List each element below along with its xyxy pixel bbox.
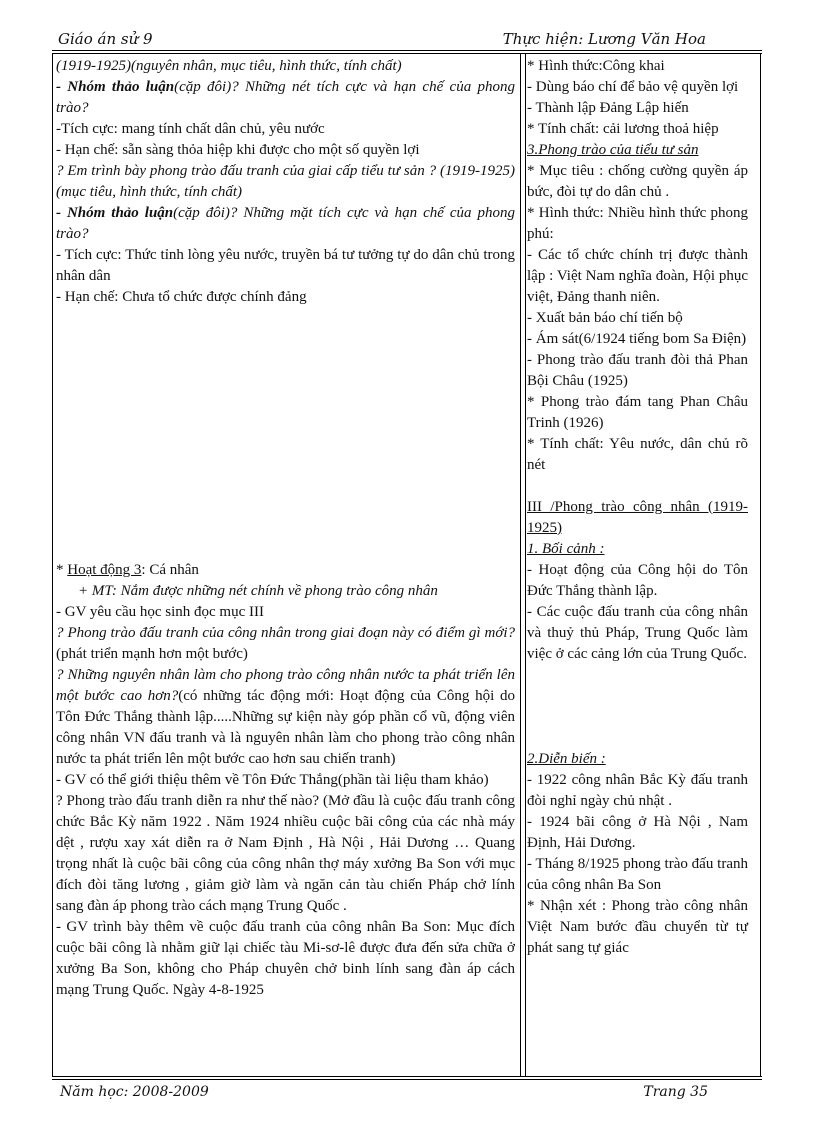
table-divider-b xyxy=(525,53,526,1076)
paragraph: - Hạn chế: Chưa tổ chức được chính đảng xyxy=(56,289,307,305)
paragraph: (1919-1925)(nguyên nhân, mục tiêu, hình thức, tính chất) xyxy=(56,58,402,74)
paragraph: - Dùng báo chí để bảo vệ quyền lợi xyxy=(527,79,739,95)
objective: + MT: Nắm được những nét chính về phong trào công nhân xyxy=(78,583,438,599)
paragraph: * Hình thức:Công khai xyxy=(527,58,665,74)
paragraph: - Thành lập Đảng Lập hiến xyxy=(527,100,689,116)
paragraph: - Các tổ chức chính trị được thành lập : Việt Nam nghĩa đoàn, Hội phục việt, Đảng thanh niên. xyxy=(527,247,748,305)
paragraph: * Mục tiêu : chống cường quyền áp bức, đòi tự do dân chủ . xyxy=(527,163,748,200)
footer-rule xyxy=(52,1076,762,1080)
paragraph: - Hoạt động của Công hội do Tôn Đức Thắng thành lập. xyxy=(527,562,748,599)
subsection-heading: 2.Diễn biến : xyxy=(527,751,606,767)
section-heading: 3.Phong trào của tiểu tư sản xyxy=(527,142,699,158)
lesson-content-column xyxy=(527,56,748,959)
paragraph: - 1922 công nhân Bắc Kỳ đấu tranh đòi nghỉ ngày chủ nhật . xyxy=(527,772,748,809)
paragraph: - Phong trào đấu tranh đòi thả Phan Bội Châu (1925) xyxy=(527,352,748,389)
paragraph: * Hình thức: Nhiều hình thức phong phú: xyxy=(527,205,748,242)
paragraph: - GV trình bày thêm về cuộc đấu tranh của công nhân Ba Son: Mục đích cuộc bãi công là nhằm giữ lại chiếc tàu Mi-sơ-lê được đưa đến sửa chữa ở xưởng Ba Son, không cho Pháp chuyên chở binh lính sang đàn áp cách mạng Trung Quốc. Ngày 4-8-1925 xyxy=(56,919,515,998)
subsection-heading: 1. Bối cảnh : xyxy=(527,541,605,557)
question: ? Phong trào đấu tranh của công nhân trong giai đoạn này có điểm gì mới?(phát triển mạnh hơn một bước) xyxy=(56,625,515,662)
paragraph: - GV yêu cầu học sinh đọc mục III xyxy=(56,604,264,620)
paragraph: - Hạn chế: sẵn sàng thỏa hiệp khi được cho một số quyền lợi xyxy=(56,142,420,158)
question: ? Em trình bày phong trào đấu tranh của giai cấp tiểu tư sản ? (1919-1925)(mục tiêu, hình thức, tính chất) xyxy=(56,163,515,200)
question: ? Phong trào đấu tranh diễn ra như thế nào? (Mở đầu là cuộc đấu tranh công chức Bắc Kỳ năm 1922 . Năm 1924 nhiều cuộc bãi công của các nhà máy dệt , rượu xay xát diễn ra ở Nam Định , Hà Nội , Hải Dương … Quang trọng nhất là cuộc bãi công của công nhân thợ máy xưởng Ba Son với mục đích đòi tăng lương , giảm giờ làm và ngăn cản tàu chiến Pháp chở lính sang đàn áp phong trào cách mạng Trung Quốc . xyxy=(56,793,515,914)
section-heading: III /Phong trào công nhân (1919-1925) xyxy=(527,499,748,536)
paragraph: - Tích cực: Thức tỉnh lòng yêu nước, truyền bá tư tưởng tự do dân chủ trong nhân dân xyxy=(56,247,515,284)
paragraph: - Tháng 8/1925 phong trào đấu tranh của công nhân Ba Son xyxy=(527,856,748,893)
table-divider-a xyxy=(520,53,521,1076)
paragraph: * Tính chất: Yêu nước, dân chủ rõ nét xyxy=(527,436,748,473)
table-border-right xyxy=(760,53,761,1076)
paragraph: * Phong trào đám tang Phan Châu Trinh (1926) xyxy=(527,394,748,431)
paragraph: * Nhận xét : Phong trào công nhân Việt Nam bước đầu chuyển từ tự phát sang tự giác xyxy=(527,898,748,956)
discussion-prompt: - Nhóm thảo luận(cặp đôi)? Những mặt tích cực và hạn chế của phong trào? xyxy=(56,205,515,242)
paragraph: - GV có thể giới thiệu thêm về Tôn Đức Thắng(phần tài liệu tham khảo) xyxy=(56,772,489,788)
paragraph: * Tính chất: cải lương thoả hiệp xyxy=(527,121,719,137)
header-subject: Giáo án sử 9 xyxy=(58,30,153,48)
paragraph: -Tích cực: mang tính chất dân chủ, yêu nước xyxy=(56,121,325,137)
footer-page-number: Trang 35 xyxy=(643,1084,708,1100)
paragraph: - Các cuộc đấu tranh của công nhân và thuỷ thủ Pháp, Trung Quốc làm việc ở các cảng lớn của Trung Quốc. xyxy=(527,604,748,662)
paragraph: - Xuất bản báo chí tiến bộ xyxy=(527,310,683,326)
header-author: Thực hiện: Lương Văn Hoa xyxy=(502,30,706,48)
table-border-left xyxy=(52,53,53,1076)
question: ? Những nguyên nhân làm cho phong trào công nhân nước ta phát triển lên một bước cao hơn?(có những tác động mới: Hoạt động của Công hội do Tôn Đức Thắng thành lập.....Những sự kiện này góp phần cổ vũ, động viên công nhân VN đấu tranh và là nguyên nhân làm cho phong trào công nhân nước ta phát triển lên một bước cao hơn sau chiến tranh) xyxy=(56,667,515,767)
activity-heading: * Hoạt động 3: Cá nhân xyxy=(56,562,199,578)
discussion-prompt: - Nhóm thảo luận(cặp đôi)? Những nét tích cực và hạn chế của phong trào? xyxy=(56,79,515,116)
footer-school-year: Năm học: 2008-2009 xyxy=(60,1084,209,1100)
paragraph: - 1924 bãi công ở Hà Nội , Nam Định, Hải Dương. xyxy=(527,814,748,851)
teacher-activities-column xyxy=(56,56,515,1001)
paragraph: - Ám sát(6/1924 tiếng bom Sa Điện) xyxy=(527,331,747,347)
